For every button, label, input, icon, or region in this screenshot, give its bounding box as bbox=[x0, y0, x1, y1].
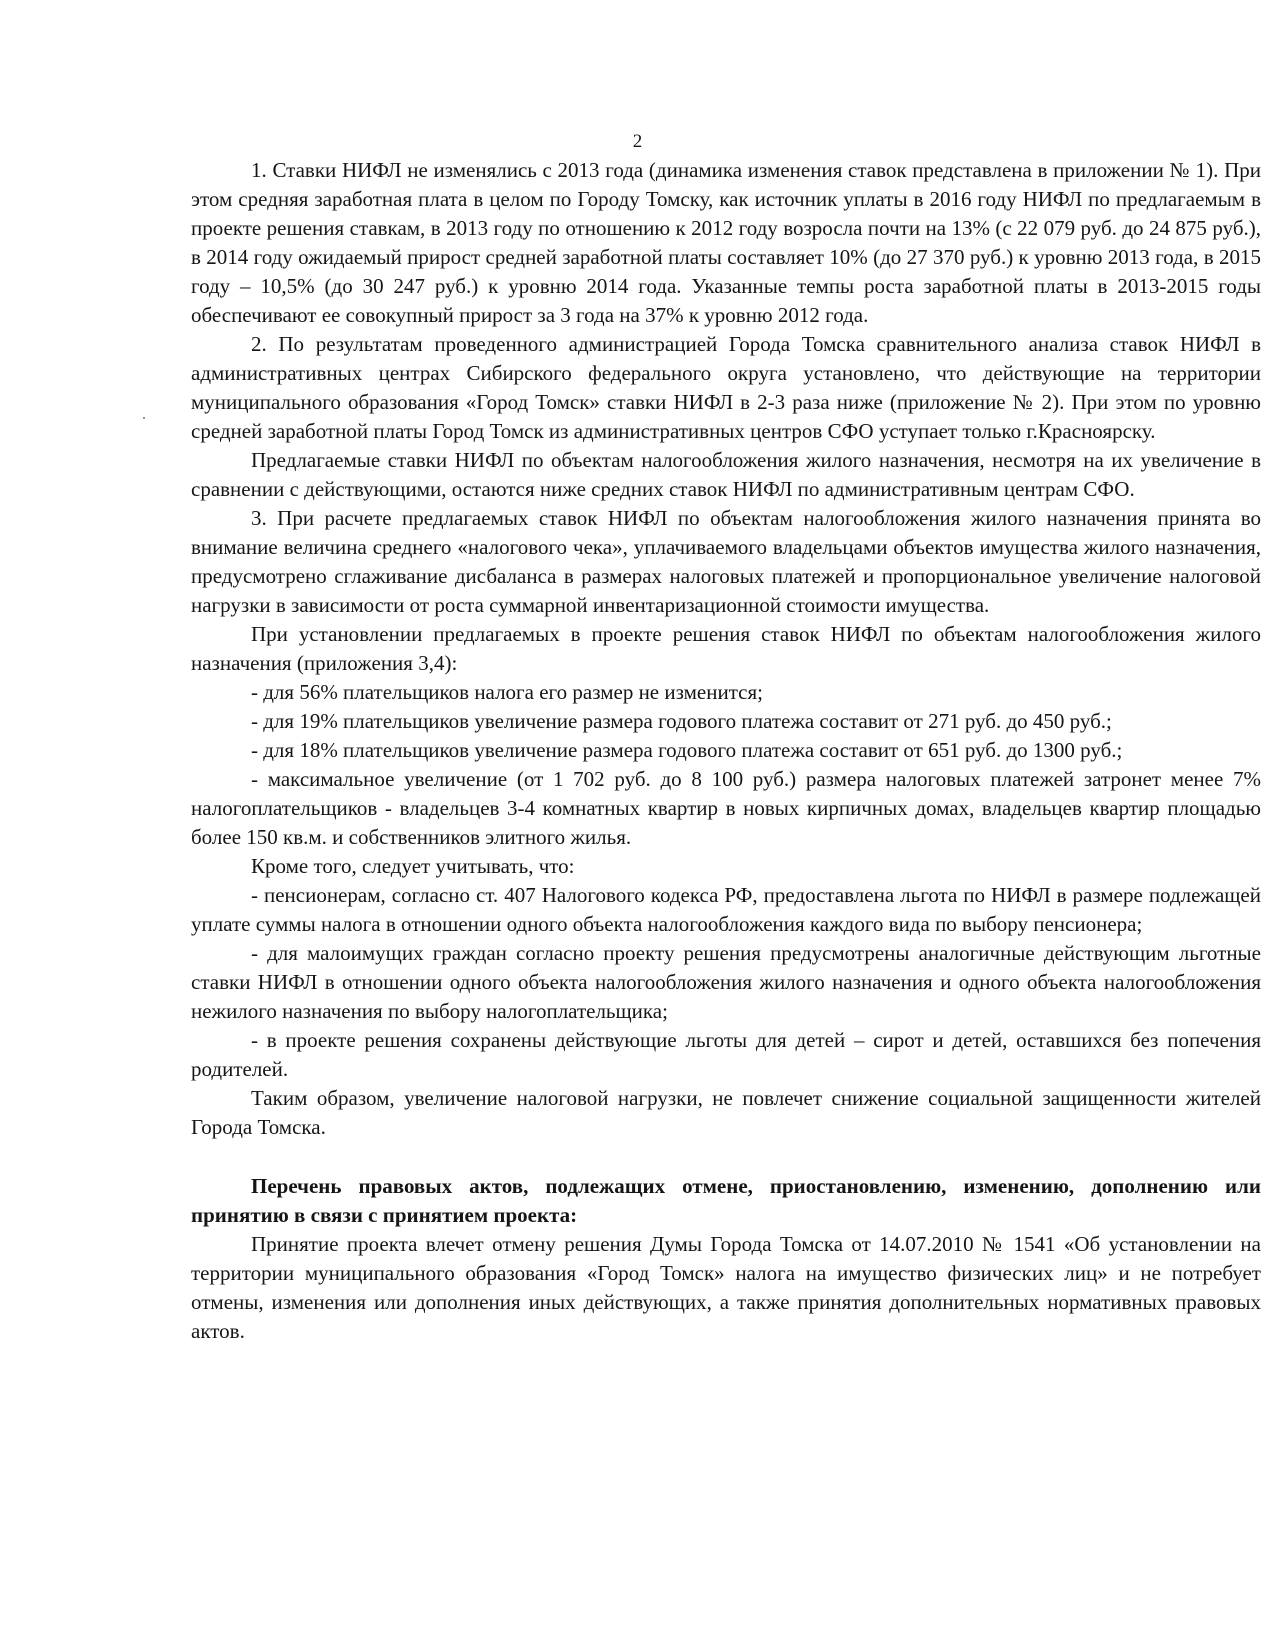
paragraph-calculation: 3. При расчете предлагаемых ставок НИФЛ по объектам налогообложения жилого назначения принята во внимание величина среднего «налогового чека», уплачиваемого владельцами объектов имущества жилого назначения, предусмотрено сглаживание дисбаланса в размерах налоговых платежей и пропорциональное увеличение налоговой нагрузки в зависимости от роста суммарной инвентаризационной стоимости имущества. bbox=[191, 506, 1261, 617]
paragraph-final: Принятие проекта влечет отмену решения Думы Города Томска от 14.07.2010 № 1541 «Об установлении на территории муниципального образования «Город Томск» налога на имущество физических лиц» и не потребует отмены, изменения или дополнения иных действующих, а также принятия дополнительных нормативных правовых актов. bbox=[191, 1232, 1261, 1343]
paragraph-rates-history: 1. Ставки НИФЛ не изменялись с 2013 года (динамика изменения ставок представлена в приложении № 1). При этом средняя заработная плата в целом по Городу Томску, как источник уплаты в 2016 году НИФЛ по предлагаемым в проекте решения ставкам, в 2013 году по отношению к 2012 году возросла почти на 13% (с 22 079 руб. до 24 875 руб.), в 2014 году ожидаемый прирост средней заработной платы составляет 10% (до 27 370 руб.) к уровню 2013 года, в 2015 году – 10,5% (до 30 247 руб.) к уровню 2014 года. Указанные темпы роста заработной платы в 2013-2015 годы обеспечивают ее совокупный прирост за 3 года на 37% к уровню 2012 года. bbox=[191, 158, 1261, 327]
list-item: - максимальное увеличение (от 1 702 руб. до 8 100 руб.) размера налоговых платежей затронет менее 7% налогоплательщиков - владельцев 3-4 комнатных квартир в новых кирпичных домах, владельцев квартир площадью более 150 кв.м. и собственников элитного жилья. bbox=[191, 767, 1261, 849]
paragraph-consider-intro: Кроме того, следует учитывать, что: bbox=[251, 854, 575, 878]
list-item: - для 19% плательщиков увеличение размера годового платежа составит от 271 руб. до 450 руб.; bbox=[251, 709, 1112, 733]
list-item: - для 56% плательщиков налога его размер не изменится; bbox=[251, 680, 763, 704]
list-item: - для 18% плательщиков увеличение размера годового платежа составит от 651 руб. до 1300 руб.; bbox=[251, 738, 1123, 762]
list-item: - для малоимущих граждан согласно проекту решения предусмотрены аналогичные действующим льготные ставки НИФЛ в отношении одного объекта налогообложения жилого назначения и одного объекта налогообложения нежилого назначения по выбору налогоплательщика; bbox=[191, 941, 1261, 1023]
list-item: - в проекте решения сохранены действующие льготы для детей – сирот и детей, оставшихся без попечения родителей. bbox=[191, 1028, 1261, 1081]
paragraph-conclusion: Таким образом, увеличение налоговой нагрузки, не повлечет снижение социальной защищенности жителей Города Томска. bbox=[191, 1086, 1261, 1139]
list-item: - пенсионерам, согласно ст. 407 Налогового кодекса РФ, предоставлена льгота по НИФЛ в размере подлежащей уплате суммы налога в отношении одного объекта налогообложения каждого вида по выбору пенсионера; bbox=[191, 883, 1261, 936]
document-body bbox=[191, 156, 1261, 1346]
page-number: 2 bbox=[632, 131, 643, 152]
paragraph-establishment: При установлении предлагаемых в проекте решения ставок НИФЛ по объектам налогообложения жилого назначения (приложения 3,4): bbox=[191, 622, 1261, 675]
paragraph-proposed-rates: Предлагаемые ставки НИФЛ по объектам налогообложения жилого назначения, несмотря на их увеличение в сравнении с действующими, остаются ниже средних ставок НИФЛ по административным центрам СФО. bbox=[191, 448, 1261, 501]
paragraph-comparative-analysis: 2. По результатам проведенного администрацией Города Томска сравнительного анализа ставок НИФЛ в административных центрах Сибирского федерального округа установлено, что действующие на территории муниципального образования «Город Томск» ставки НИФЛ в 2-3 раза ниже (приложение № 2). При этом по уровню средней заработной платы Город Томск из административных центров СФО уступает только г.Красноярску. bbox=[191, 332, 1261, 443]
scan-speck bbox=[143, 417, 145, 419]
section-heading: Перечень правовых актов, подлежащих отмене, приостановлению, изменению, дополнению или принятию в связи с принятием проекта: bbox=[191, 1174, 1261, 1227]
